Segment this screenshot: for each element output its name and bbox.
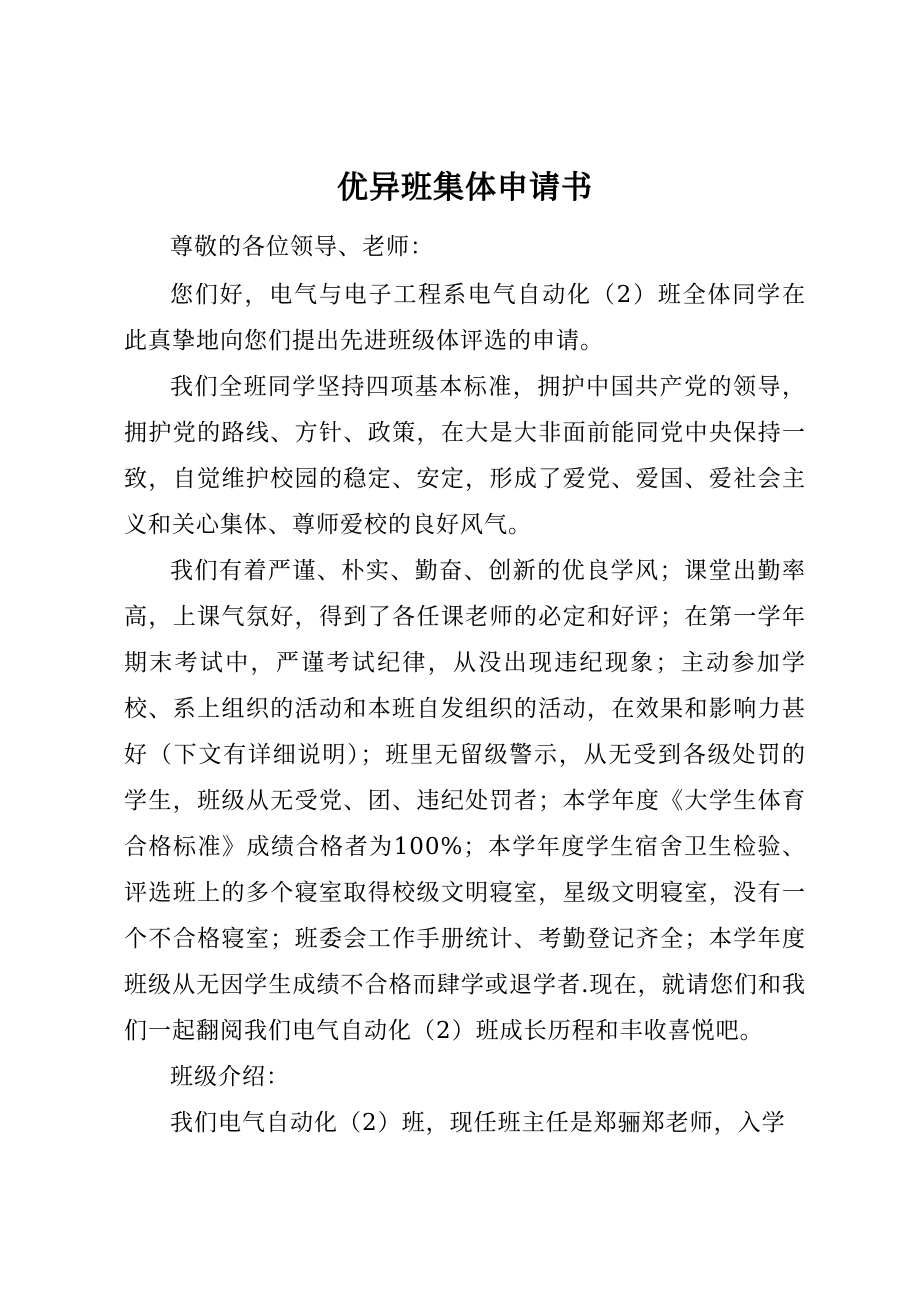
class-intro-heading: 班级介绍： (170, 1064, 290, 1090)
salutation-paragraph: 尊敬的各位领导、老师： (170, 234, 434, 260)
document-body (124, 160, 806, 1146)
political-standards-paragraph: 我们全班同学坚持四项基本标准，拥护中国共产党的领导，拥护党的路线、方针、政策，在大是大非面前能同党中央保持一致，自觉维护校园的稳定、安定，形成了爱党、爱国、爱社会主义和关心集体、尊师爱校的良好风气。 (124, 374, 806, 538)
document-title: 优异班集体申请书 (337, 170, 593, 206)
greeting-paragraph: 您们好，电气与电子工程系电气自动化（2）班全体同学在此真挚地向您们提出先进班级体评选的申请。 (124, 282, 806, 354)
study-style-paragraph: 我们有着严谨、朴实、勤奋、创新的优良学风；课堂出勤率高，上课气氛好，得到了各任课老师的必定和好评；在第一学年期末考试中，严谨考试纪律，从没出现违纪现象；主动参加学校、系上组织的活动和本班自发组织的活动，在效果和影响力甚好（下文有详细说明）；班里无留级警示，从无受到各级处罚的学生，班级从无受党、团、违纪处罚者；本学年度《大学生体育合格标准》成绩合格者为100%；本学年度学生宿舍卫生检验、评选班上的多个寝室取得校级文明寝室，星级文明寝室，没有一个不合格寝室；班委会工作手册统计、考勤登记齐全；本学年度班级从无因学生成绩不合格而肆学或退学者.现在，就请您们和我们一起翻阅我们电气自动化（2）班成长历程和丰收喜悦吧。 (124, 558, 806, 1044)
class-intro-paragraph: 我们电气自动化（2）班，现任班主任是郑骊郑老师，入学 (170, 1110, 786, 1136)
